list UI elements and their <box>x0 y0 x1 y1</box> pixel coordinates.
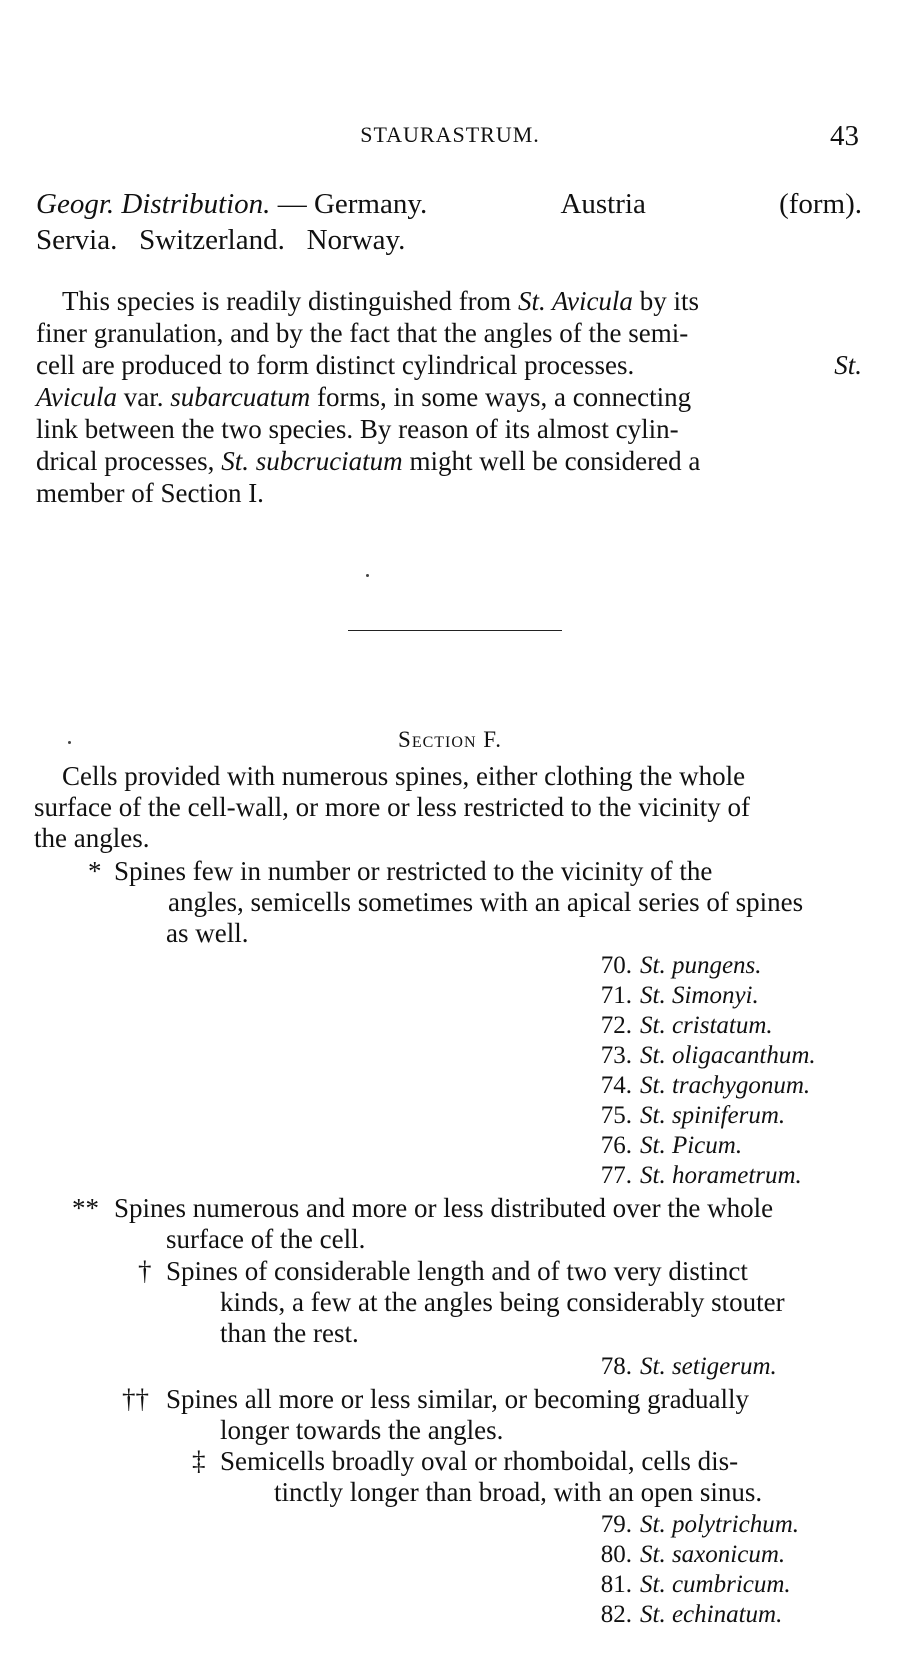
geo-place: Servia. <box>36 224 118 256</box>
species-list-3 <box>584 1510 799 1630</box>
species-entry: 73. St. oligacanthum. <box>600 1042 816 1069</box>
paragraph-line: drical processes, St. subcruciatum might well be considered a <box>36 446 701 476</box>
key-line: Semicells broadly oval or rhomboidal, cells dis- <box>220 1446 739 1476</box>
key-line: as well. <box>166 918 249 948</box>
geo-distribution-line-1 <box>36 187 862 221</box>
section-intro-line: Cells provided with numerous spines, either clothing the whole <box>62 761 746 791</box>
page-number: 43 <box>830 120 859 152</box>
species-list-1 <box>584 951 816 1191</box>
paragraph-line: This species is readily distinguished from St. Avicula by its <box>62 286 699 316</box>
species-entry: 70. St. pungens. <box>600 952 762 979</box>
geo-dash: — <box>277 188 307 220</box>
key-line: longer towards the angles. <box>220 1415 504 1445</box>
geo-place: (form). <box>779 188 862 220</box>
paragraph-line: cell are produced to form distinct cylindrical processes. St. <box>36 350 862 380</box>
key-line: Spines numerous and more or less distributed over the whole <box>114 1193 774 1223</box>
key-line: tinctly longer than broad, with an open sinus. <box>274 1477 763 1507</box>
paragraph-line: Avicula var. subarcuatum forms, in some ways, a connecting <box>36 382 692 412</box>
species-entry: 72. St. cristatum. <box>600 1012 773 1039</box>
geo-place: Norway. <box>306 224 406 256</box>
species-entry: 80. St. saxonicum. <box>600 1541 786 1568</box>
geo-distribution-line-2 <box>36 223 862 257</box>
geo-label: Geogr. Distribution. <box>36 188 271 220</box>
species-entry: 82. St. echinatum. <box>600 1601 783 1628</box>
running-title: STAURASTRUM. <box>360 122 540 147</box>
paragraph-line: finer granulation, and by the fact that the angles of the semi- <box>36 318 689 348</box>
key-line: than the rest. <box>220 1318 359 1348</box>
species-entry: 74. St. trachygonum. <box>600 1072 811 1099</box>
key-line: surface of the cell. <box>166 1224 366 1254</box>
species-entry: 81. St. cumbricum. <box>600 1571 791 1598</box>
separator-rule <box>348 630 562 631</box>
section-heading: Section F. <box>398 727 502 752</box>
print-speck <box>366 574 369 577</box>
paragraph-line: link between the two species. By reason of its almost cylin- <box>36 414 679 444</box>
key-line: angles, semicells sometimes with an apical series of spines <box>168 887 804 917</box>
asterisk-marker: * <box>88 856 102 886</box>
geo-place: Germany. <box>313 188 428 220</box>
species-entry: 78. St. setigerum. <box>600 1353 777 1380</box>
section-intro-line: surface of the cell-wall, or more or less restricted to the vicinity of <box>34 792 750 822</box>
key-line: Spines of considerable length and of two very distinct <box>166 1256 748 1286</box>
species-entry: 75. St. spiniferum. <box>600 1102 786 1129</box>
double-dagger-marker: †† <box>122 1384 149 1414</box>
dagger-marker: † <box>138 1256 152 1286</box>
double-asterisk-marker: ** <box>72 1193 99 1223</box>
species-entry: 76. St. Picum. <box>600 1132 743 1159</box>
species-entry: 79. St. polytrichum. <box>600 1511 800 1538</box>
species-entry: 71. St. Simonyi. <box>600 982 759 1009</box>
geo-place: Switzerland. <box>139 224 285 256</box>
species-entry: 77. St. horametrum. <box>600 1162 802 1189</box>
key-line: Spines all more or less similar, or becoming gradually <box>166 1384 750 1414</box>
section-intro-line: the angles. <box>34 823 150 853</box>
diesis-marker: ‡ <box>192 1446 206 1476</box>
key-line: Spines few in number or restricted to the vicinity of the <box>114 856 713 886</box>
paragraph-line: member of Section I. <box>36 478 264 508</box>
key-line: kinds, a few at the angles being considerably stouter <box>220 1287 785 1317</box>
geo-place: Austria <box>560 188 646 220</box>
species-list-2 <box>584 1352 777 1382</box>
